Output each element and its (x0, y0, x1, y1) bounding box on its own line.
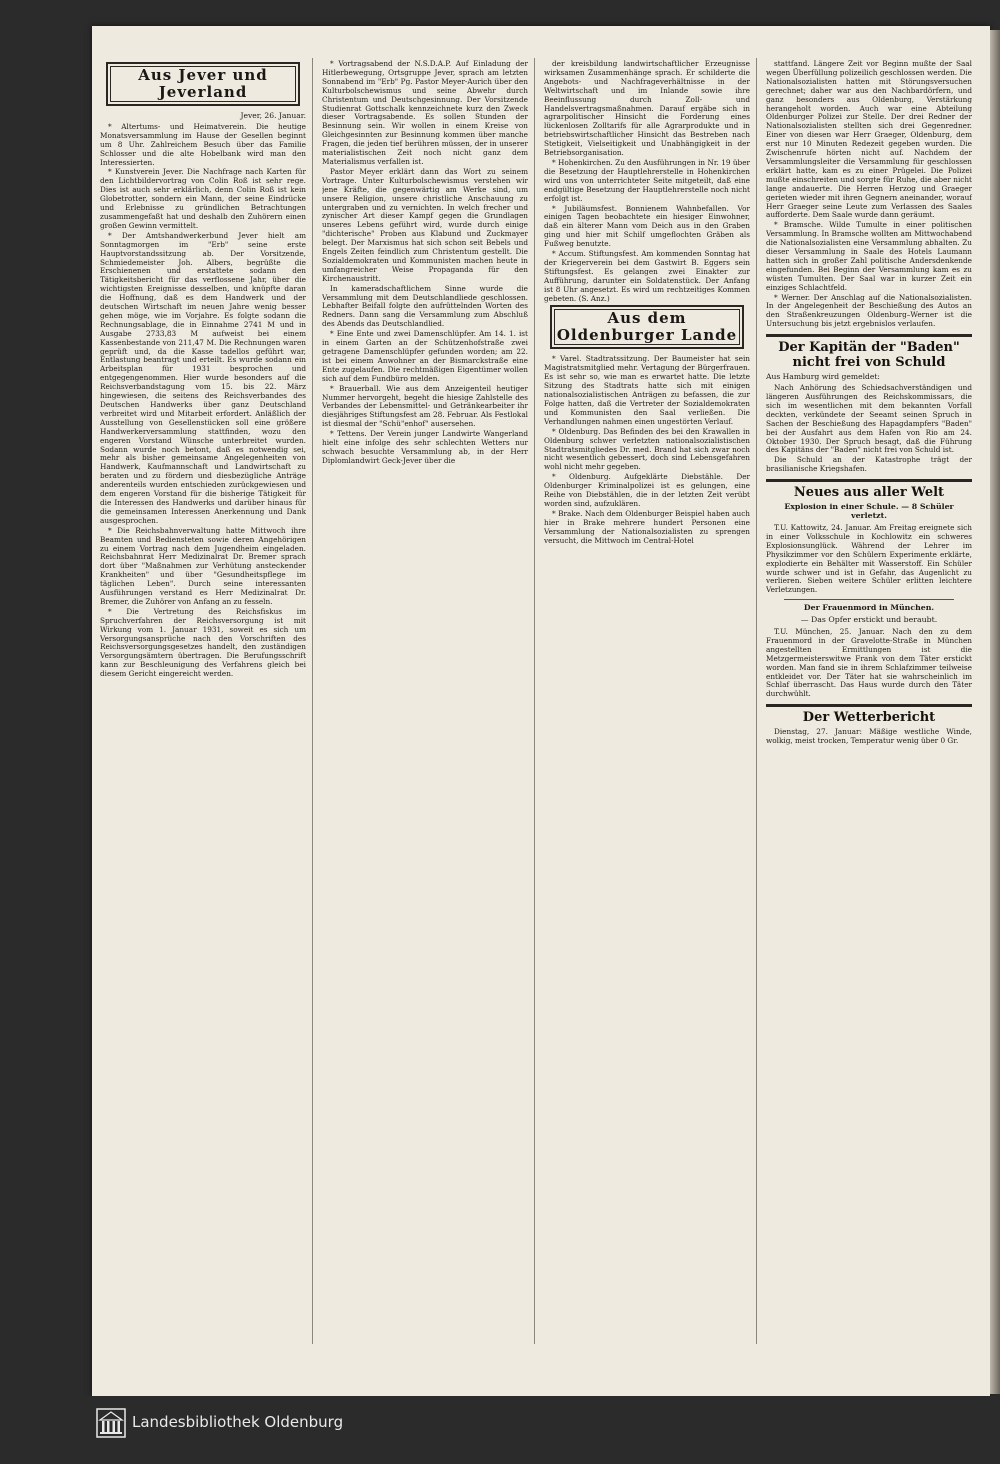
article-paragraph: * Kunstverein Jever. Die Nachfrage nach Karten für den Lichtbildervortrag von Colin Roß ist sehr rege. Dies ist auch sehr erklärlich, denn Colin Roß ist kein Globetrotter, sondern ein Mann, der seine Eindrücke und Erlebnisse zu gründlichen Betrachtungen zusammengefaßt hat und deshalb den Zuhörern einen großen Gewinn vermittelt. (100, 167, 306, 230)
article-paragraph: * Tettens. Der Verein junger Landwirte Wangerland hielt eine infolge des sehr schlechten Wetters nur schwach besuchte Versammlung ab, in der Herr Diplomlandwirt Geck-Jever über die (322, 429, 528, 465)
article-paragraph: stattfand. Längere Zeit vor Beginn mußte der Saal wegen Überfüllung polizeilich geschlossen werden. Die Nationalsozialisten hatten mit Störungsversuchen gerechnet; daher war aus den Nachbardörfern, und ganz besonders aus Oldenburg, Verstärkung herangeholt worden. Auch war eine Abteilung Oldenburger Polizei zur Stelle. Der drei Redner der Nationalsozialisten stellten sich drei Gegenredner. Einer von diesen war Herr Graeger, Oldenburg, dem erst nur 10 Minuten Redezeit gegeben wurden. Die Zwischenrufe hörten nicht auf. Nachdem der Versammlungsleiter die Versammlung für geschlossen erklärt hatte, kam es zu einer Prügelei. Die Polizei mußte einschreiten und sorgte für Ruhe, die aber nicht lange andauerte. Die Herren Herzog und Graeger gerieten wieder mit ihren Gegnern aneinander, worauf Herr Graeger seine Leute zum Verlassen des Saales aufforderte. Dem Saale wurde dann geräumt. (766, 60, 972, 220)
article-paragraph: Pastor Meyer erklärt dann das Wort zu seinem Vortrage. Unter Kulturbolschewismus verstehen wir jene Kräfte, die gegenwärtig am Werke sind, um unsere Religion, unsere christliche Anschauung zu untergraben und zu vernichten. In welch frecher und zynischer Art dieser Kampf gegen die Grundlagen unseres Lebens geführt wird, wurde durch einige "dichterische" Proben aus Klabund und Zuckmayer belegt. Der Marxismus hat sich schon seit Bebels und Engels Zeiten feindlich zum Christentum gestellt. Die Sozialdemokraten und Kommunisten machen heute in umfangreicher Weise Propaganda für den Kirchenaustritt. (322, 166, 528, 283)
newspaper-page (92, 26, 990, 1396)
article-paragraph: T.U. München, 25. Januar. Nach den zu dem Frauenmord in der Gravelotte-Straße in München angestellten Ermittlungen ist die Metzgermeisterswitwe Frank von dem Täter erstickt worden. Man fand sie in ihrem Schlafzimmer teilweise entkleidet vor. Der Täter hat sie wahrscheinlich im Schlaf überrascht. Das Haus wurde durch den Täter durchwühlt. (766, 627, 972, 699)
section-rule (766, 479, 972, 482)
page-edge (990, 30, 1000, 1394)
column-3 (544, 60, 750, 1340)
article-paragraph: * Eine Ente und zwei Damenschlüpfer. Am 14. 1. ist in einem Garten an der Schützenhofstraße zwei getragene Damenschlüpfer gefunden worden; am 22. ist bei einem Anwohner an der Bismarckstraße eine Ente zugelaufen. Die rechtmäßigen Eigentümer wollen sich auf dem Fundbüro melden. (322, 329, 528, 383)
section-heading-oldenburg: Aus dem Oldenburger Lande (550, 305, 744, 349)
article-paragraph: * Vortragsabend der N.S.D.A.P. Auf Einladung der Hitlerbewegung, Ortsgruppe Jever, sprach am letzten Sonnabend im "Erb" Pg. Pastor Meyer-Aurich über den Kulturbolschewismus und seine Abwehr durch Christentum und Deutschgesinnung. Der Vorsitzende Studienrat Gottschalk kennzeichnete kurz den Zweck dieser Vortragsabende. Es sollen Stunden der Besinnung sein. Wir wollen in einem Kreise von Gleichgesinnten zur Besinnung kommen über manche Fragen, die jeden tief berühren müssen, der in unserer materialistischen Zeit noch nicht ganz dem Materialismus verfallen ist. (322, 60, 528, 166)
article-paragraph: * Bramsche. Wilde Tumulte in einer politischen Versammlung. In Bramsche wollten am Mittwochabend die Nationalsozialisten eine Versammlung abhalten. Zu dieser Versammlung in Saale des Hotels Laumann hatten sich in großer Zahl politische Andersdenkende eingefunden. Bei Beginn der Versammlung kam es zu wüsten Tumulten. Der Saal war in kurzer Zeit ein einziges Schlachtfeld. (766, 220, 972, 292)
weather-report: Dienstag, 27. Januar: Mäßige westliche Winde, wolkig, meist trocken, Temperatur wenig über 0 Gr. (766, 727, 972, 746)
dateline: Aus Hamburg wird gemeldet: (766, 372, 880, 382)
article-paragraph: * Brake. Nach dem Oldenburger Beispiel haben auch hier in Brake mehrere hundert Personen eine Versammlung der Nationalsozialisten zu sprengen versucht, die Mittwoch im Central-Hotel (544, 508, 750, 545)
subheading-explosion: Explosion in einer Schule. — 8 Schüler verletzt. (784, 502, 954, 521)
separator (784, 599, 954, 600)
column-4 (766, 60, 972, 1340)
subheading-munich-detail: — Das Opfer erstickt und beraubt. (800, 615, 938, 625)
article-paragraph: T.U. Kattowitz, 24. Januar. Am Freitag ereignete sich in einer Volksschule in Kochlowitz ein schweres Explosionsunglück. Während der Lehrer im Physikzimmer vor den Schülern Experimente erklärte, explodierte ein Behälter mit Wasserstoff. Ein Schüler wurde schwer und ist in Gefahr, das Augenlicht zu verlieren. Sieben weitere Schüler erlitten leichtere Verletzungen. (766, 522, 972, 595)
article-paragraph: * Oldenburg. Aufgeklärte Diebstähle. Der Oldenburger Kriminalpolizei ist es gelungen, eine Reihe von Diebstählen, die in der letzten Zeit verübt worden sind, aufzuklären. (544, 472, 750, 508)
article-paragraph: * Altertums- und Heimatverein. Die heutige Monatsversammlung im Hause der Gesellen beginnt um 8 Uhr. Zahlreichem Besuch über das Familie Schlosser und die alte Hobelbank wird man den Interessierten. (100, 121, 306, 167)
article-paragraph: * Der Amtshandwerkerbund Jever hielt am Sonntagmorgen im "Erb" seine erste Hauptvorstandssitzung ab. Der Vorsitzende, Schmiedemeister Joh. Albers, begrüßte die Erschienenen und erstattete sodann den Tätigkeitsbericht für das verflossene Jahr, über die wichtigsten Ereignisse desselben, und knüpfte daran die Hoffnung, daß es dem Handwerk und der deutschen Wirtschaft im neuen Jahre wenig besser gehen möge, wie im Vorjahre. Es folgte sodann die Rechnungsablage, die in Einnahme 2741 M und in Ausgabe 2733,83 M aufweist bei einem Kassenbestande von 211,47 M. Die Rechnungen waren geprüft und, da die Kasse tadellos geführt war, Entlastung beantragt und erteilt. Es wurde sodann ein Arbeitsplan für 1931 besprochen und entgegengenommen. Hier wurde besonders auf die Reichsverbandstagung vom 15. bis 22. März hingewiesen, die seitens des Reichsverbandes des Deutschen Handwerks über ganz Deutschland verbreitet wird und Mitarbeit erfordert. Anläßlich der Ausstellung von Gesellenstücken soll eine größere Handwerkerversammlung stattfinden, wozu den engeren Vorstand Wünsche unterbreitet wurden. Sodann wurde noch betont, daß es notwendig sei, mehr als bisher gemeinsame Angelegenheiten von Handwerk, Kaufmannschaft und Landwirtschaft zu beraten und zu fördern und diesbezügliche Anträge anderenteils wurden entschieden zurückgewiesen und dem engeren Vorstand für die bisherige Tätigkeit für die Interessen des Handwerks und darüber hinaus für die gemeinsamen Interessen Anerkennung und Dank ausgesprochen. (100, 230, 306, 525)
article-paragraph: * Die Vertretung des Reichsfiskus im Spruchverfahren der Reichsversorgung ist mit Wirkung vom 1. Januar 1931, soweit es sich um Versorgungsansprüche nach den Vorschriften des Reichsversorgungsgesetzes handelt, den zuständigen Versorgungsämtern übertragen. Die Berufungsschrift kann zur Beschleunigung des Verfahrens gleich bei diesem Gericht eingereicht werden. (100, 606, 306, 679)
column-divider (312, 58, 313, 1344)
article-paragraph: Die Schuld an der Katastrophe trägt der brasilianische Kriegshafen. (766, 455, 972, 474)
library-name: Landesbibliothek Oldenburg (132, 1413, 344, 1431)
article-paragraph: Nach Anhörung des Schiedsachverständigen und längeren Ausführungen des Reichskommissars, die sich im wesentlichen mit dem bekannten Vorfall deckten, verkündete der Seeamt seinen Spruch in Sachen der Beschießung des Hapagdampfers "Baden" bei der Ausfahrt aus dem Hafen von Rio am 24. Oktober 1930. Der Spruch besagt, daß die Führung des Kapitäns der "Baden" nicht frei von Schuld ist. (766, 383, 972, 455)
library-building-icon (96, 1408, 126, 1442)
article-paragraph: In kameradschaftlichem Sinne wurde die Versammlung mit dem Deutschlandliede geschlossen. Lebhafter Beifall folgte den aufrüttelnden Worten des Redners. Dann sang die Versammlung zum Abschluß des Abends das Deutschlandlied. (322, 283, 528, 329)
section-heading-jever: Aus Jever und Jeverland (106, 62, 300, 106)
article-paragraph: * Die Reichsbahnverwaltung hatte Mittwoch ihre Beamten und Bediensteten sowie deren Angehörigen zu einem Vortrag nach dem Jugendheim eingeladen. Reichsbahnrat Herr Medizinalrat Dr. Bremer sprach dort über "Maßnahmen zur Verhütung ansteckender Krankheiten" und über "Gesundheitspflege im täglichen Leben". Durch seine interessanten Ausführungen verstand es Herr Medizinalrat Dr. Bremer, die Zuhörer von Anfang an zu fesseln. (100, 525, 306, 606)
headline-baden: Der Kapitän der "Baden" nicht frei von Schuld (778, 340, 960, 371)
column-1 (100, 60, 306, 1340)
article-paragraph: * Accum. Stiftungsfest. Am kommenden Sonntag hat der Kriegerverein bei dem Gastwirt B. Eggers sein Stiftungsfest. Es gelangen zwei Einakter zur Aufführung, darunter ein Soldatenstück. Der Anfang ist 8 Uhr angesetzt. Es wird um rechtzeitiges Kommen gebeten. (S. Anz.) (544, 249, 750, 303)
column-divider (756, 58, 757, 1344)
section-rule (766, 334, 972, 337)
dateline: Jever, 26. Januar. (240, 111, 306, 120)
article-paragraph: * Brauerball. Wie aus dem Anzeigenteil heutiger Nummer hervorgeht, begeht die hiesige Zahlstelle des Verbandes der Lebensmittel- und Getränkearbeiter ihr diesjähriges Stiftungsfest am 28. Februar. Als Festlokal ist diesmal der "Schü"enhof" ausersehen. (322, 383, 528, 429)
article-paragraph: * Oldenburg. Das Befinden des bei den Krawallen in Oldenburg schwer verletzten nationalsozialistischen Stadtratsmitgliedes Dr. med. Brand hat sich zwar noch nicht wesentlich gebessert, doch sind Lebensgefahren wohl nicht mehr gegeben. (544, 426, 750, 472)
subheading-munich: Der Frauenmord in München. (803, 603, 935, 613)
article-paragraph: der kreisbildung landwirtschaftlicher Erzeugnisse wirksamen Zusammenhänge sprach. Er schilderte die Angebots- und Nachfrageverhältnisse in der Weltwirtschaft und im Inlande sowie ihre Beeinflussung durch Zoll- und Handelsvertragsmaßnahmen. Darauf ergäbe sich in agrarpolitischer Hinsicht die Forderung eines lückenlosen Zolltarifs für alle Agrarprodukte und in betriebswirtschaftlicher Hinsicht das Bestreben nach Stetigkeit, Vielseitigkeit und Unabhängigkeit in der Betriebsorganisation. (544, 60, 750, 158)
article-paragraph: * Jubiläumsfest. Bonnienem Wahnbefallen. Vor einigen Tagen beobachtete ein hiesiger Einwohner, daß ein älterer Mann vom Deich aus in den Graben ging und hier mit Schilf umgeflochten Gräben als Fußweg benutzte. (544, 203, 750, 249)
section-rule (766, 704, 972, 707)
headline-weather: Der Wetterbericht (802, 710, 936, 726)
article-paragraph: * Varel. Stadtratssitzung. Der Baumeister hat sein Magistratsmitglied mehr. Vertagung der Bürgerfrauen. Es ist sehr so, wie man es erwartet hatte. Die letzte Sitzung des Stadtrats hatte sich mit einigen nationalsozialistischen Anträgen zu befassen, die zur Folge hatten, daß die Vertreter der Sozialdemokraten und Kommunisten den Saal verließen. Die Verhandlungen nahmen einen ungestörten Verlauf. (544, 354, 750, 426)
article-paragraph: * Werner. Der Anschlag auf die Nationalsozialisten. In der Angelegenheit der Beschießung des Autos an den Straßenkreuzungen Oldenburg–Werner ist die Untersuchung bis jetzt ergebnislos verlaufen. (766, 292, 972, 329)
column-2 (322, 60, 528, 1340)
headline-world-news: Neues aus aller Welt (793, 485, 945, 501)
article-paragraph: * Hohenkirchen. Zu den Ausführungen in Nr. 19 über die Besetzung der Hauptlehrerstelle in Hohenkirchen wird uns von unterrichteter Seite mitgeteilt, daß eine endgültige Besetzung der Hauptlehrerstelle noch nicht erfolgt ist. (544, 157, 750, 203)
column-divider (534, 58, 535, 1344)
